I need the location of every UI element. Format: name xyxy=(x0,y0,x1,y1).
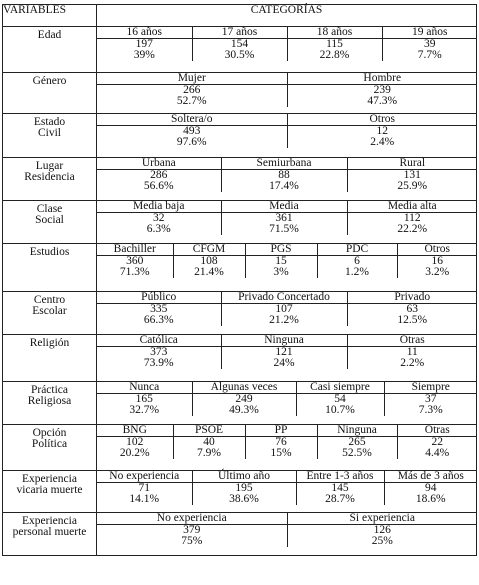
category-count: 102 xyxy=(126,436,144,448)
category-pcts-row xyxy=(97,267,477,278)
category-percent: 14.1% xyxy=(129,493,160,505)
category-label: Otras xyxy=(347,335,477,347)
variable-label-line: Política xyxy=(31,438,68,450)
category-percent: 3.2% xyxy=(397,267,477,278)
category-percent: 10.7% xyxy=(296,405,384,416)
category-percent: 21.4% xyxy=(173,267,245,278)
category-labels-row xyxy=(97,27,477,39)
demographics-table xyxy=(2,4,477,556)
category-label: 18 años xyxy=(287,27,382,39)
category-grid xyxy=(97,382,477,416)
category-percent: 47.3% xyxy=(287,96,477,107)
table-row xyxy=(3,27,477,73)
category-percent: 28.7% xyxy=(296,494,384,505)
table-row xyxy=(3,292,477,335)
category-count: 373 xyxy=(150,346,168,358)
variable-label-line: Religión xyxy=(29,337,70,349)
category-percent: 56.6% xyxy=(143,180,174,192)
category-count: 11 xyxy=(347,347,477,359)
category-percent: 22.8% xyxy=(287,50,382,61)
category-count: 54 xyxy=(296,394,384,406)
category-grid xyxy=(97,335,477,369)
category-labels-row xyxy=(97,201,477,213)
category-count: 12 xyxy=(287,126,477,138)
category-percent: 2.2% xyxy=(347,358,477,369)
category-label: Otros xyxy=(397,244,477,256)
category-percent: 21.2% xyxy=(221,315,347,326)
variable-cell-estudios xyxy=(3,244,97,292)
variable-label-line: Clase xyxy=(36,203,63,215)
category-grid xyxy=(97,471,477,505)
category-percent: 12.5% xyxy=(347,315,477,326)
category-grid xyxy=(97,244,477,278)
category-label: Otros xyxy=(287,114,477,126)
variable-label-line: Edad xyxy=(37,29,62,41)
category-label: Casi siempre xyxy=(296,382,384,394)
category-count: 154 xyxy=(192,39,287,51)
category-label: Bachiller xyxy=(97,244,173,256)
category-percent: 39% xyxy=(133,49,155,61)
categories-cell xyxy=(97,114,477,158)
category-label: Siempre xyxy=(384,382,477,394)
category-percent: 52.7% xyxy=(176,95,207,107)
variable-cell-experiencia-personal-muerte xyxy=(3,513,97,556)
category-label: Nunca xyxy=(97,382,192,394)
category-percent: 6.3% xyxy=(146,223,171,235)
category-label: PSOE xyxy=(173,425,245,437)
category-label: Último año xyxy=(192,471,296,483)
category-label: BNG xyxy=(97,425,173,437)
category-label: Semiurbana xyxy=(221,158,347,170)
variable-label-line: Civil xyxy=(37,127,61,139)
categories-cell xyxy=(97,73,477,114)
category-percent: 25.9% xyxy=(347,181,477,192)
category-percent: 71.5% xyxy=(221,224,347,235)
categories-cell xyxy=(97,158,477,201)
category-label: 19 años xyxy=(382,27,477,39)
category-label: Público xyxy=(97,292,221,304)
category-label: No experiencia xyxy=(97,513,287,525)
category-pcts-row xyxy=(97,181,477,192)
category-count: 249 xyxy=(192,394,296,406)
category-label: No experiencia xyxy=(97,471,192,483)
category-percent: 71.3% xyxy=(119,266,150,278)
category-percent: 1.2% xyxy=(317,267,397,278)
category-percent: 97.6% xyxy=(176,136,207,148)
variable-label-line: Opción xyxy=(32,427,67,439)
category-label: Media xyxy=(221,201,347,213)
category-percent: 4.4% xyxy=(397,448,477,459)
table-row xyxy=(3,335,477,382)
category-counts-row xyxy=(97,85,477,97)
category-count: 71 xyxy=(138,482,150,494)
category-percent: 18.6% xyxy=(384,494,477,505)
category-label: Ninguna xyxy=(317,425,397,437)
category-count: 126 xyxy=(287,525,477,537)
category-labels-row xyxy=(97,425,477,437)
category-pcts-row xyxy=(97,448,477,459)
category-label: 17 años xyxy=(192,27,287,39)
table-row xyxy=(3,73,477,114)
category-percent: 66.3% xyxy=(143,314,174,326)
category-label: Algunas veces xyxy=(192,382,296,394)
variable-label-line: Escolar xyxy=(32,305,67,317)
demographics-table-page xyxy=(2,4,476,556)
category-label: Católica xyxy=(97,335,221,347)
table-row xyxy=(3,158,477,201)
category-percent: 30.5% xyxy=(192,50,287,61)
category-count: 108 xyxy=(173,256,245,268)
table-row xyxy=(3,513,477,556)
category-percent: 38.6% xyxy=(192,494,296,505)
category-pcts-row xyxy=(97,405,477,416)
category-percent: 73.9% xyxy=(143,357,174,369)
category-count: 115 xyxy=(287,39,382,51)
category-labels-row xyxy=(97,471,477,483)
variable-cell-religion xyxy=(3,335,97,382)
variable-label-line: Lugar xyxy=(35,160,64,172)
categories-cell xyxy=(97,382,477,425)
category-pcts-row xyxy=(97,315,477,326)
categories-cell xyxy=(97,335,477,382)
category-percent: 7.9% xyxy=(173,448,245,459)
category-percent: 24% xyxy=(221,358,347,369)
table-row xyxy=(3,425,477,471)
table-row xyxy=(3,201,477,244)
category-percent: 20.2% xyxy=(119,447,150,459)
variable-cell-opcion-politica xyxy=(3,425,97,471)
category-percent: 7.3% xyxy=(384,405,477,416)
category-count: 88 xyxy=(221,170,347,182)
category-pcts-row xyxy=(97,536,477,547)
category-grid xyxy=(97,158,477,192)
category-pcts-row xyxy=(97,358,477,369)
category-percent: 3% xyxy=(245,267,317,278)
category-count: 335 xyxy=(150,303,168,315)
category-label: PP xyxy=(245,425,317,437)
category-counts-row xyxy=(97,126,477,138)
category-percent: 32.7% xyxy=(129,404,160,416)
variable-label-line: Social xyxy=(35,214,64,226)
category-label: Mujer xyxy=(97,73,287,85)
variable-cell-edad xyxy=(3,27,97,73)
categories-cell xyxy=(97,471,477,513)
category-label: CFGM xyxy=(173,244,245,256)
category-labels-row xyxy=(97,73,477,85)
category-count: 360 xyxy=(126,255,144,267)
category-label: Urbana xyxy=(97,158,221,170)
category-label: Soltera/o xyxy=(97,114,287,126)
category-labels-row xyxy=(97,513,477,525)
category-grid xyxy=(97,114,477,148)
variable-label-line: Estado xyxy=(33,116,66,128)
variables-header: VARIABLES xyxy=(3,5,97,27)
variable-label-line: Religiosa xyxy=(27,395,72,407)
variable-cell-centro-escolar xyxy=(3,292,97,335)
category-count: 145 xyxy=(296,483,384,495)
variable-label-line: Experiencia xyxy=(22,473,77,485)
category-label: Rural xyxy=(347,158,477,170)
category-grid xyxy=(97,73,477,107)
category-percent: 52.5% xyxy=(317,448,397,459)
header-row xyxy=(3,5,477,27)
category-count: 22 xyxy=(397,437,477,449)
category-count: 6 xyxy=(317,256,397,268)
category-count: 195 xyxy=(192,483,296,495)
category-count: 76 xyxy=(245,437,317,449)
category-count: 361 xyxy=(221,213,347,225)
category-labels-row xyxy=(97,114,477,126)
variable-cell-practica-religiosa xyxy=(3,382,97,425)
category-labels-row xyxy=(97,382,477,394)
categories-cell xyxy=(97,27,477,73)
categories-cell xyxy=(97,244,477,292)
category-grid xyxy=(97,201,477,235)
category-percent: 25% xyxy=(287,536,477,547)
category-count: 63 xyxy=(347,304,477,316)
categories-cell xyxy=(97,201,477,244)
category-percent: 7.7% xyxy=(382,50,477,61)
category-count: 39 xyxy=(382,39,477,51)
category-label: Hombre xyxy=(287,73,477,85)
category-count: 197 xyxy=(135,38,153,50)
categories-cell xyxy=(97,425,477,471)
category-counts-row xyxy=(97,525,477,537)
category-count: 32 xyxy=(153,212,165,224)
table-row xyxy=(3,471,477,513)
table-row xyxy=(3,382,477,425)
category-count: 165 xyxy=(135,393,153,405)
category-label: PGS xyxy=(245,244,317,256)
category-count: 107 xyxy=(221,304,347,316)
variable-label-line: personal muerte xyxy=(12,526,87,538)
category-count: 266 xyxy=(183,84,201,96)
category-label: Ninguna xyxy=(221,335,347,347)
variable-label-line: Práctica xyxy=(30,384,69,396)
variable-label-line: Género xyxy=(32,75,67,87)
category-label: 16 años xyxy=(97,27,192,39)
variable-label-line: Estudios xyxy=(29,246,70,258)
category-labels-row xyxy=(97,244,477,256)
table-row xyxy=(3,114,477,158)
category-count: 40 xyxy=(173,437,245,449)
category-grid xyxy=(97,513,477,547)
category-label: Privado Concertado xyxy=(221,292,347,304)
categories-cell xyxy=(97,292,477,335)
variable-cell-clase-social xyxy=(3,201,97,244)
category-label: Media baja xyxy=(97,201,221,213)
category-pcts-row xyxy=(97,96,477,107)
category-labels-row xyxy=(97,292,477,304)
category-label: Más de 3 años xyxy=(384,471,477,483)
category-pcts-row xyxy=(97,224,477,235)
category-label: Si experiencia xyxy=(287,513,477,525)
category-pcts-row xyxy=(97,50,477,61)
category-label: PDC xyxy=(317,244,397,256)
category-label: Entre 1-3 años xyxy=(296,471,384,483)
variable-label-line: Centro xyxy=(33,294,66,306)
category-count: 286 xyxy=(150,169,168,181)
variable-label-line: Residencia xyxy=(24,171,75,183)
variable-cell-lugar-residencia xyxy=(3,158,97,201)
variable-label-line: vicaria muerte xyxy=(16,484,83,496)
category-percent: 75% xyxy=(181,535,203,547)
category-count: 239 xyxy=(287,85,477,97)
variable-cell-genero xyxy=(3,73,97,114)
category-label: Otras xyxy=(397,425,477,437)
category-percent: 49.3% xyxy=(192,405,296,416)
category-labels-row xyxy=(97,335,477,347)
category-pcts-row xyxy=(97,494,477,505)
category-percent: 15% xyxy=(245,448,317,459)
category-grid xyxy=(97,425,477,459)
category-grid xyxy=(97,27,477,61)
category-count: 112 xyxy=(347,213,477,225)
category-count: 265 xyxy=(317,437,397,449)
category-label: Media alta xyxy=(347,201,477,213)
category-percent: 17.4% xyxy=(221,181,347,192)
category-count: 15 xyxy=(245,256,317,268)
variable-label-line: Experiencia xyxy=(22,515,77,527)
category-count: 37 xyxy=(384,394,477,406)
category-percent: 2.4% xyxy=(287,137,477,148)
table-row xyxy=(3,244,477,292)
category-count: 94 xyxy=(384,483,477,495)
category-count: 121 xyxy=(221,347,347,359)
category-count: 131 xyxy=(347,170,477,182)
category-labels-row xyxy=(97,158,477,170)
category-grid xyxy=(97,292,477,326)
variable-cell-estado-civil xyxy=(3,114,97,158)
category-count: 493 xyxy=(183,125,201,137)
category-pcts-row xyxy=(97,137,477,148)
categories-header: CATEGORÍAS xyxy=(97,5,477,27)
category-percent: 22.2% xyxy=(347,224,477,235)
category-count: 16 xyxy=(397,256,477,268)
categories-cell xyxy=(97,513,477,556)
category-label: Privado xyxy=(347,292,477,304)
variable-cell-experiencia-vicaria-muerte xyxy=(3,471,97,513)
category-count: 379 xyxy=(183,524,201,536)
